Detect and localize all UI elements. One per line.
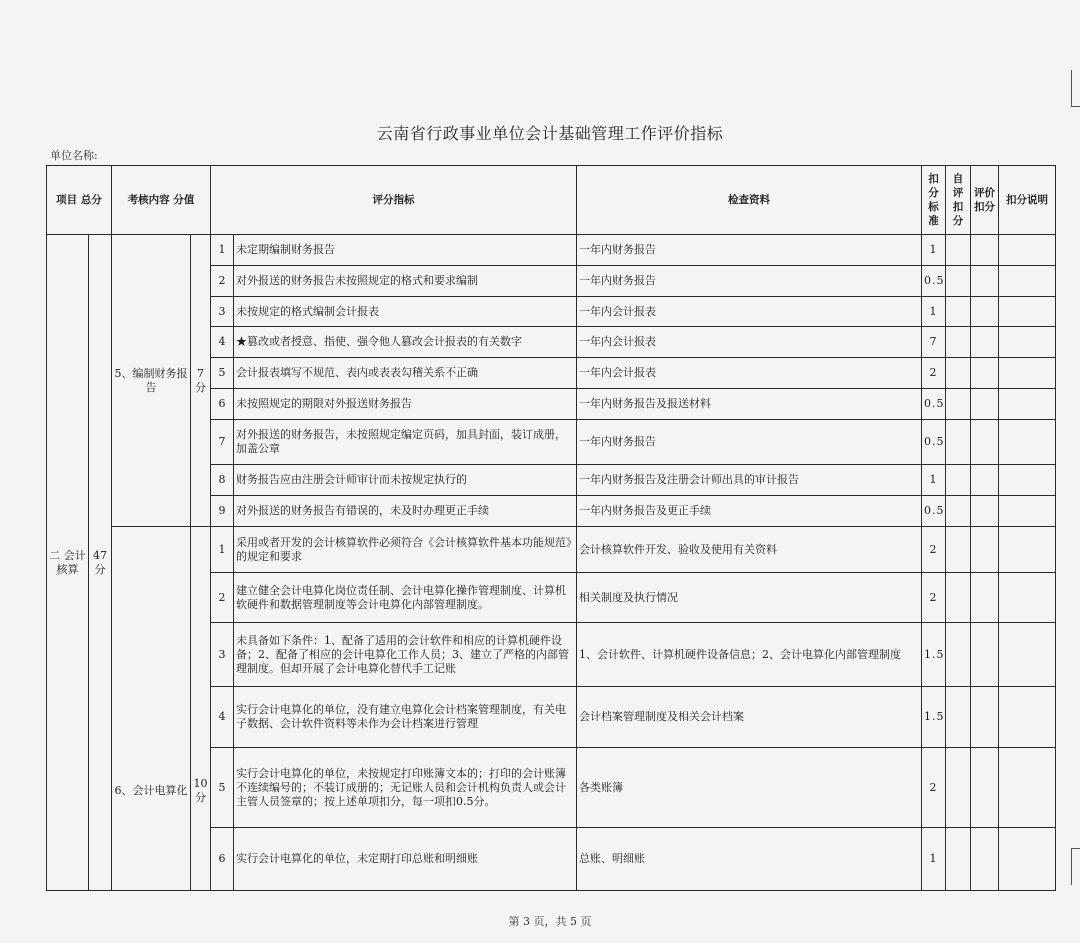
self-eval-cell[interactable] (946, 358, 971, 389)
note-cell[interactable] (999, 297, 1056, 327)
row-number: 4 (211, 327, 234, 358)
self-eval-cell[interactable] (946, 573, 971, 623)
material-text: 一年内财务报告 (577, 266, 922, 297)
row-number: 8 (211, 465, 234, 496)
eval-cell[interactable] (971, 358, 999, 389)
self-eval-cell[interactable] (946, 687, 971, 748)
eval-cell[interactable] (971, 496, 999, 527)
eval-cell[interactable] (971, 327, 999, 358)
indicator-text: 采用或者开发的会计核算软件必须符合《会计核算软件基本功能规范》的规定和要求 (234, 527, 577, 573)
eval-cell[interactable] (971, 748, 999, 828)
unit-name-label: 单位名称: (50, 149, 98, 162)
indicator-text: 会计报表填写不规范、表内或表表勾稽关系不正确 (234, 358, 577, 389)
indicator-text: ★篡改或者授意、指使、强令他人篡改会计报表的有关数字 (234, 327, 577, 358)
eval-cell[interactable] (971, 527, 999, 573)
row-number: 3 (211, 297, 234, 327)
material-text: 一年内财务报告 (577, 420, 922, 465)
page-footer: 第 3 页，共 5 页 (508, 915, 592, 928)
row-number: 2 (211, 266, 234, 297)
self-eval-cell[interactable] (946, 527, 971, 573)
indicator-text: 未按照规定的期限对外报送财务报告 (234, 389, 577, 420)
header-content-points: 考核内容 分值 (112, 166, 211, 235)
material-text: 1、会计软件、计算机硬件设备信息；2、会计电算化内部管理制度 (577, 623, 922, 687)
row-number: 5 (211, 748, 234, 828)
eval-cell[interactable] (971, 623, 999, 687)
project-score: 47分 (89, 235, 112, 891)
note-cell[interactable] (999, 465, 1056, 496)
indicator-text: 未具备如下条件：1、配备了适用的会计软件和相应的计算机硬件设备；2、配备了相应的会计电算化工作人员；3、建立了严格的内部管理制度。但却开展了会计电算化替代手工记账 (234, 623, 577, 687)
header-materials: 检查资料 (577, 166, 922, 235)
indicator-text: 未定期编制财务报告 (234, 235, 577, 266)
self-eval-cell[interactable] (946, 389, 971, 420)
deduct-score: 1 (922, 235, 946, 266)
note-cell[interactable] (999, 527, 1056, 573)
eval-cell[interactable] (971, 687, 999, 748)
eval-cell[interactable] (971, 297, 999, 327)
deduct-score: 0.5 (922, 496, 946, 527)
material-text: 一年内会计报表 (577, 297, 922, 327)
note-cell[interactable] (999, 389, 1056, 420)
deduct-score: 1 (922, 297, 946, 327)
material-text: 一年内财务报告及注册会计师出具的审计报告 (577, 465, 922, 496)
self-eval-cell[interactable] (946, 465, 971, 496)
indicator-text: 对外报送的财务报告，未按照规定编定页码，加具封面，装订成册，加盖公章 (234, 420, 577, 465)
note-cell[interactable] (999, 828, 1056, 891)
eval-cell[interactable] (971, 573, 999, 623)
eval-cell[interactable] (971, 266, 999, 297)
note-cell[interactable] (999, 235, 1056, 266)
row-number: 6 (211, 389, 234, 420)
header-note: 扣分说明 (999, 166, 1056, 235)
deduct-score: 7 (922, 327, 946, 358)
indicator-text: 实行会计电算化的单位，没有建立电算化会计档案管理制度，有关电子数据、会计软件资料等未作为会计档案进行管理 (234, 687, 577, 748)
self-eval-cell[interactable] (946, 420, 971, 465)
row-number: 5 (211, 358, 234, 389)
header-eval: 评价扣分 (971, 166, 999, 235)
header-deduct-standard: 扣分标准 (922, 166, 946, 235)
material-text: 一年内财务报告及更正手续 (577, 496, 922, 527)
row-number: 9 (211, 496, 234, 527)
row-number: 1 (211, 527, 234, 573)
row-number: 6 (211, 828, 234, 891)
indicator-text: 财务报告应由注册会计师审计而未按规定执行的 (234, 465, 577, 496)
row-number: 7 (211, 420, 234, 465)
header-self-eval: 自评扣分 (946, 166, 971, 235)
evaluation-table (46, 165, 1056, 891)
deduct-score: 1.5 (922, 623, 946, 687)
header-project-score: 项目 总分 (47, 166, 112, 235)
row-number: 4 (211, 687, 234, 748)
corner-mark-top (1071, 70, 1080, 107)
section-name: 6、会计电算化 (112, 527, 191, 891)
document-title: 云南省行政事业单位会计基础管理工作评价指标 (376, 124, 724, 143)
indicator-text: 对外报送的财务报告未按照规定的格式和要求编制 (234, 266, 577, 297)
note-cell[interactable] (999, 358, 1056, 389)
deduct-score: 2 (922, 573, 946, 623)
row-number: 2 (211, 573, 234, 623)
table-row (47, 235, 1056, 266)
eval-cell[interactable] (971, 465, 999, 496)
deduct-score: 0.5 (922, 420, 946, 465)
section-points: 7分 (191, 235, 211, 527)
project-name: 二 会计核算 (47, 235, 89, 891)
table-row (47, 527, 1056, 573)
deduct-score: 0.5 (922, 266, 946, 297)
self-eval-cell[interactable] (946, 235, 971, 266)
note-cell[interactable] (999, 496, 1056, 527)
self-eval-cell[interactable] (946, 496, 971, 527)
self-eval-cell[interactable] (946, 266, 971, 297)
self-eval-cell[interactable] (946, 828, 971, 891)
indicator-text: 对外报送的财务报告有错误的，未及时办理更正手续 (234, 496, 577, 527)
indicator-text: 未按规定的格式编制会计报表 (234, 297, 577, 327)
self-eval-cell[interactable] (946, 748, 971, 828)
material-text: 一年内会计报表 (577, 327, 922, 358)
eval-cell[interactable] (971, 420, 999, 465)
note-cell[interactable] (999, 573, 1056, 623)
row-number: 3 (211, 623, 234, 687)
self-eval-cell[interactable] (946, 327, 971, 358)
material-text: 一年内财务报告 (577, 235, 922, 266)
self-eval-cell[interactable] (946, 297, 971, 327)
eval-cell[interactable] (971, 235, 999, 266)
section-name: 5、编制财务报告 (112, 235, 191, 527)
material-text: 会计核算软件开发、验收及使用有关资料 (577, 527, 922, 573)
material-text: 会计档案管理制度及相关会计档案 (577, 687, 922, 748)
deduct-score: 1.5 (922, 687, 946, 748)
indicator-text: 实行会计电算化的单位，未按规定打印账簿文本的；打印的会计账簿不连续编号的；不装订成册的；无记账人员和会计机构负责人或会计主管人员签章的；按上述单项扣分，每一项扣0.5分。 (234, 748, 577, 828)
section-points: 10分 (191, 527, 211, 891)
indicator-text: 实行会计电算化的单位，未定期打印总账和明细账 (234, 828, 577, 891)
material-text: 相关制度及执行情况 (577, 573, 922, 623)
note-cell[interactable] (999, 748, 1056, 828)
deduct-score: 0.5 (922, 389, 946, 420)
deduct-score: 1 (922, 828, 946, 891)
eval-cell[interactable] (971, 828, 999, 891)
deduct-score: 2 (922, 358, 946, 389)
material-text: 一年内会计报表 (577, 358, 922, 389)
note-cell[interactable] (999, 420, 1056, 465)
deduct-score: 1 (922, 465, 946, 496)
material-text: 各类账簿 (577, 748, 922, 828)
note-cell[interactable] (999, 623, 1056, 687)
header-indicator: 评分指标 (211, 166, 577, 235)
material-text: 一年内财务报告及报送材料 (577, 389, 922, 420)
row-number: 1 (211, 235, 234, 266)
eval-cell[interactable] (971, 389, 999, 420)
indicator-text: 建立健全会计电算化岗位责任制、会计电算化操作管理制度、计算机软硬件和数据管理制度等会计电算化内部管理制度。 (234, 573, 577, 623)
note-cell[interactable] (999, 266, 1056, 297)
material-text: 总账、明细账 (577, 828, 922, 891)
header-row (47, 166, 1056, 235)
corner-mark-bottom (1071, 848, 1080, 885)
note-cell[interactable] (999, 687, 1056, 748)
self-eval-cell[interactable] (946, 623, 971, 687)
deduct-score: 2 (922, 527, 946, 573)
note-cell[interactable] (999, 327, 1056, 358)
deduct-score: 2 (922, 748, 946, 828)
